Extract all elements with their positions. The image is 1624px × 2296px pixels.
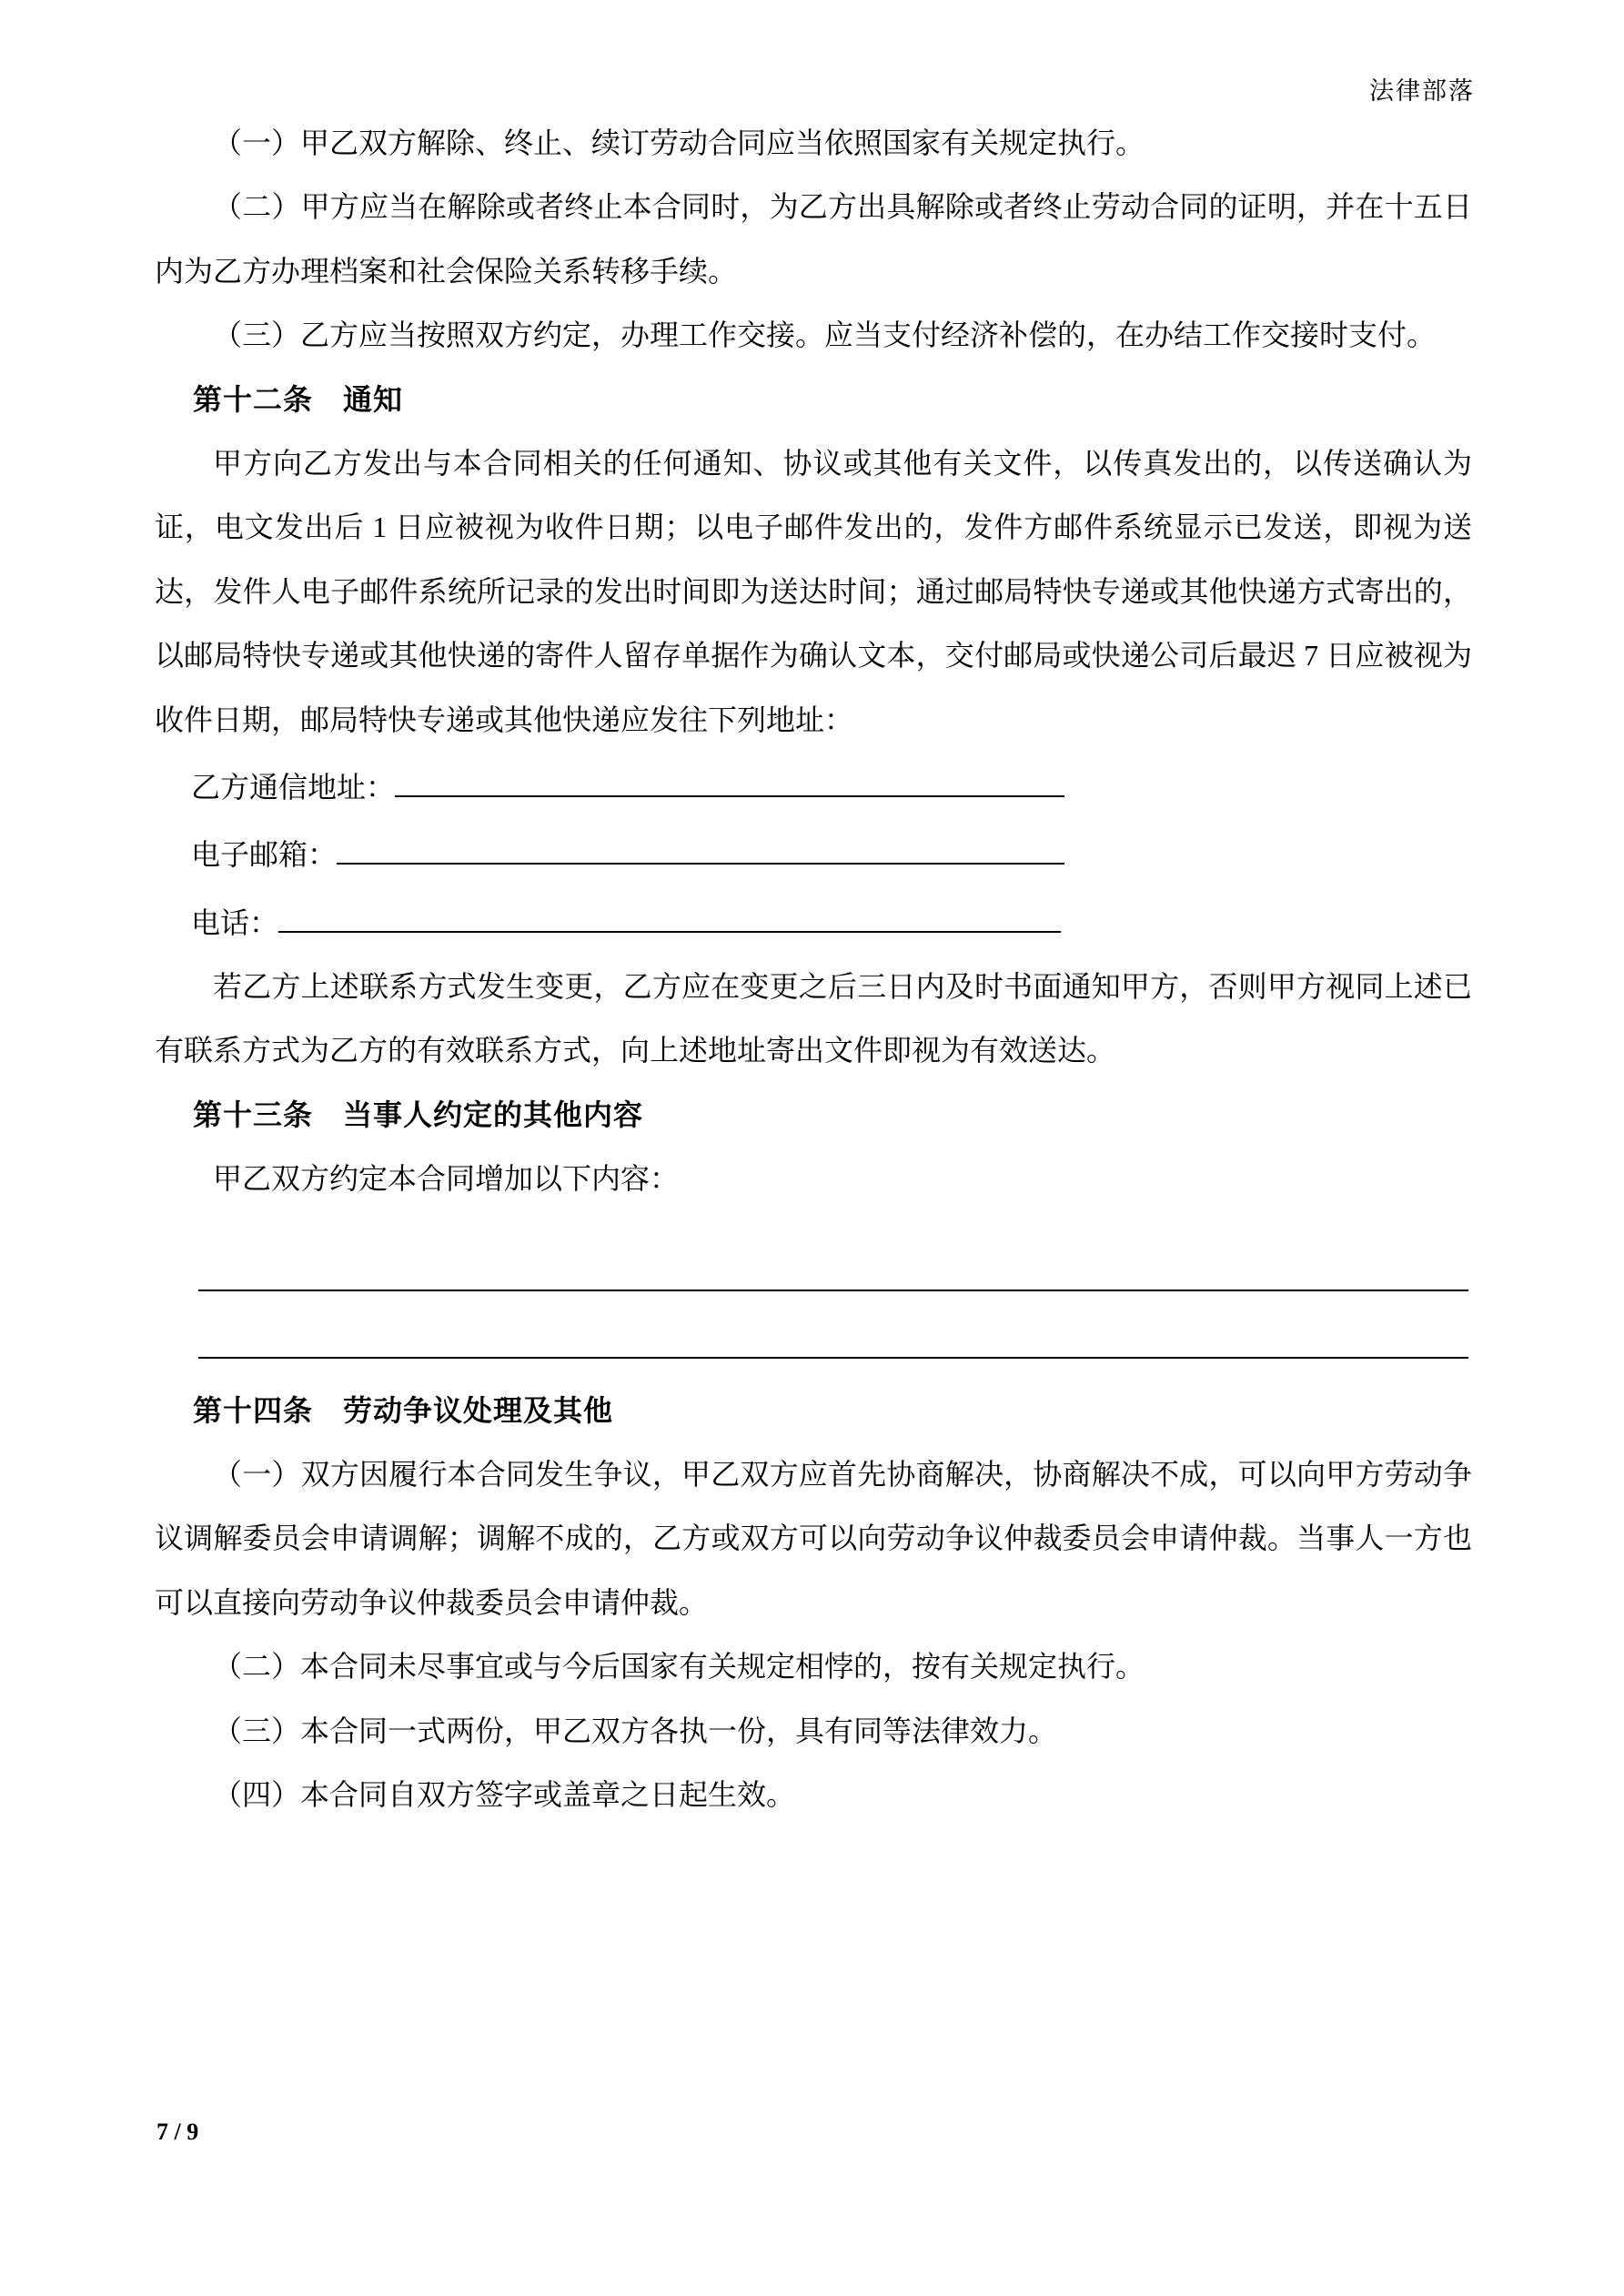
- clause-14-3: （三）本合同一式两份，甲乙双方各执一份，具有同等法律效力。: [213, 1714, 1058, 1747]
- email-blank-line: [337, 837, 1064, 865]
- clause-11-3: （三）乙方应当按照双方约定，办理工作交接。应当支付经济补偿的，在办结工作交接时支付。: [213, 319, 1437, 352]
- address-blank-line: [395, 770, 1064, 797]
- article-12-notice: 若乙方上述联系方式发生变更，乙方应在变更之后三日内及时书面通知甲方，否则甲方视同上述已有联系方式为乙方的有效联系方式，向上述地址寄出文件即视为有效送达。: [155, 970, 1472, 1067]
- article-12-heading: 第十二条 通知: [193, 382, 404, 416]
- article-13-blank-line-2: [198, 1291, 1468, 1359]
- address-field-label: 乙方通信地址：: [191, 770, 396, 804]
- article-13-intro: 甲乙双方约定本合同增加以下内容：: [213, 1162, 680, 1196]
- document-body: [155, 111, 1472, 1826]
- article-13-blank-line-1: [198, 1224, 1468, 1291]
- clause-11-1: （一）甲乙双方解除、终止、续订劳动合同应当依照国家有关规定执行。: [213, 126, 1145, 159]
- email-field-label: 电子邮箱：: [191, 838, 338, 872]
- phone-blank-line: [278, 905, 1061, 932]
- field-row-phone: [155, 891, 1472, 955]
- clause-11-2: （二）甲方应当在解除或者终止本合同时，为乙方出具解除或者终止劳动合同的证明，并在十五日内为乙方办理档案和社会保险关系转移手续。: [155, 190, 1472, 288]
- field-row-address: [155, 755, 1472, 819]
- phone-field-label: 电话：: [191, 905, 279, 939]
- article-13-heading: 第十三条 当事人约定的其他内容: [193, 1097, 644, 1131]
- clause-14-1: （一）双方因履行本合同发生争议，甲乙双方应首先协商解决，协商解决不成，可以向甲方劳动争议调解委员会申请调解；调解不成的，乙方或双方可以向劳动争议仲裁委员会申请仲裁。当事人一方也可以直接向劳动争议仲裁委员会申请仲裁。: [155, 1458, 1472, 1619]
- clause-14-4: （四）本合同自双方签字或盖章之日起生效。: [213, 1777, 796, 1811]
- article-14-heading: 第十四条 劳动争议处理及其他: [193, 1393, 614, 1427]
- field-row-email: [155, 823, 1472, 886]
- article-12-body: 甲方向乙方发出与本合同相关的任何通知、协议或其他有关文件，以传真发出的，以传送确认为证，电文发出后 1 日应被视为收件日期；以电子邮件发出的，发件方邮件系统显示已发送，即视为送达，发件人电子邮件系统所记录的发出时间即为送达时间；通过邮局特快专递或其他快递方式寄出的，以邮局特快专递或其他快递的寄件人留存单据作为确认文本，交付邮局或快递公司后最迟 7 日应被视为收件日期，邮局特快专递或其他快递应发往下列地址：: [155, 446, 1472, 736]
- header-watermark: 法律部落: [1369, 77, 1475, 105]
- clause-14-2: （二）本合同未尽事宜或与今后国家有关规定相悖的，按有关规定执行。: [213, 1650, 1145, 1684]
- page-number: 7 / 9: [156, 2119, 199, 2145]
